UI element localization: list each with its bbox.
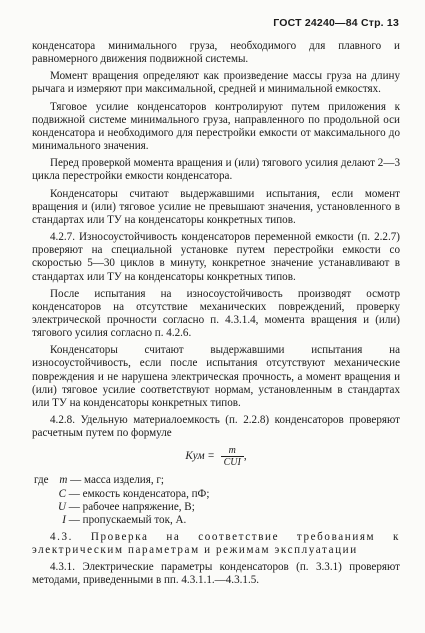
paragraph-pass-criteria: Конденсаторы считают выдержавшими испытания, если момент вращения и (или) тяговое усилие не превышают значения, установленного в стандартах или ТУ на конденсаторы конкретных типов.: [32, 187, 400, 226]
paragraph-torque: Момент вращения определяют как произведение массы груза на длину рычага и измеряют при максимальной, средней и минимальной емкостях.: [32, 70, 400, 96]
definition-row: [34, 488, 400, 501]
where-label: где: [34, 474, 49, 487]
definition-text: — емкость конденсатора, пФ;: [68, 487, 210, 500]
formula: [32, 445, 400, 469]
definitions-list: [32, 474, 400, 527]
formula-lhs: Kум =: [185, 450, 215, 463]
definition-row: [34, 514, 400, 527]
paragraph-traction: Тяговое усилие конденсаторов контролируют путем приложения к подвижной системе минимального груза, направленного по продольной оси конденсатора и необходимого для перестройки емкости от максимального до минимального значения.: [32, 100, 400, 153]
paragraph-continuation: конденсатора минимального груза, необходимого для плавного и равномерного движения подвижной системы.: [32, 40, 400, 66]
paragraph-4-2-8: 4.2.8. Удельную материалоемкость (п. 2.2.8) конденсаторов проверяют расчетным путем по формуле: [32, 414, 400, 440]
definition-row: [34, 474, 400, 487]
definition-text: — пропускаемый ток, А.: [68, 513, 187, 526]
page-header: ГОСТ 24240—84 Стр. 13: [273, 17, 399, 29]
paragraph-4-2-7: 4.2.7. Износоустойчивость конденсаторов переменной емкости (п. 2.2.7) проверяют на специальной установке путем перестройки емкости со скоростью 5—30 циклов в минуту, конкретное значение устанавливают в стандартах или ТУ на конденсаторы конкретных типов.: [32, 231, 400, 283]
paragraph-wear-criteria: Конденсаторы считают выдержавшими испытания на износоустойчивость, если после испытания отсутствуют механические повреждения и не нарушена электрическая прочность, а момент вращения и (или) тяговое усилие соответствуют нормам, установленным в стандартах или ТУ на конденсаторы конкретных типов.: [32, 344, 400, 409]
paragraph-4-3-1: 4.3.1. Электрические параметры конденсаторов (п. 3.3.1) проверяют методами, приведенными в пп. 4.3.1.1.—4.3.1.5.: [32, 561, 400, 587]
definition-symbol: m: [59, 474, 68, 487]
definition-symbol: I: [62, 513, 66, 526]
section-heading-4-3: 4.3. Проверка на соответствие требованиям к электрическим параметрам и режимам эксплуатации: [32, 531, 400, 557]
formula-suffix: ,: [243, 450, 247, 463]
definition-text: — масса изделия, г;: [70, 474, 164, 487]
formula-denominator: CUI: [223, 457, 241, 469]
definition-text: — рабочее напряжение, В;: [68, 500, 195, 513]
definition-row: [34, 501, 400, 514]
definition-symbol: U: [57, 500, 66, 513]
paragraph-cycles: Перед проверкой момента вращения и (или) тягового усилия делают 2—3 цикла перестройки емкости конденсатора.: [32, 157, 400, 183]
document-body: [32, 40, 400, 588]
definition-symbol: C: [58, 487, 66, 500]
formula-fraction: [221, 445, 244, 468]
paragraph-after-test: После испытания на износоустойчивость производят осмотр конденсаторов на отсутствие механических повреждений, проверку электрической прочности согласно п. 4.3.1.4, момента вращения и (или) тягового усилия согласно п. 4.2.6.: [32, 287, 400, 340]
formula-numerator: m: [221, 445, 244, 457]
